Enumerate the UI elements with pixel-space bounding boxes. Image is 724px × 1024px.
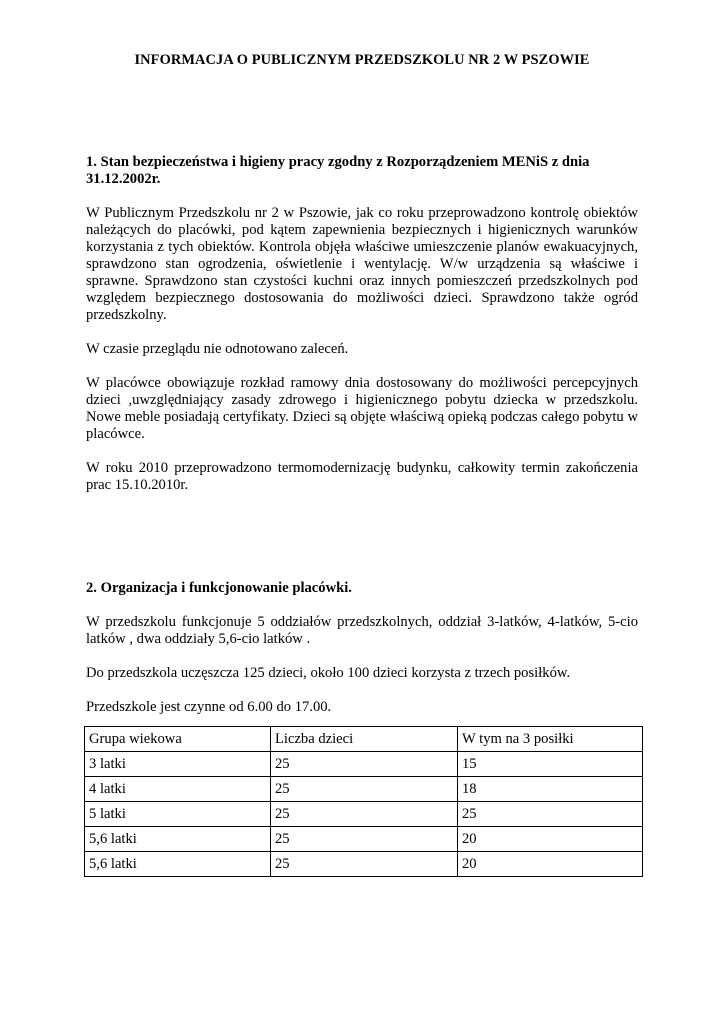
table-cell: 20 [458, 852, 643, 877]
section-2-paragraph-2: Do przedszkola uczęszcza 125 dzieci, około 100 dzieci korzysta z trzech posiłków. [86, 665, 571, 681]
table-row [85, 752, 643, 777]
table-cell: 4 latki [85, 777, 271, 802]
section-1-paragraph-3: W placówce obowiązuje rozkład ramowy dnia dostosowany do możliwości percepcyjnych dzieci ,uwzględniający zasady zdrowego i higienicznego pobytu dziecka w przedszkolu. Nowe meble posiadają certyfikaty. Dzieci są objęte właściwą opieką podczas całego pobytu w placówce. [86, 375, 638, 442]
table-cell: 5 latki [85, 802, 271, 827]
document-title: INFORMACJA O PUBLICZNYM PRZEDSZKOLU NR 2 W PSZOWIE [134, 52, 590, 68]
table-cell: 25 [271, 802, 458, 827]
table-row [85, 802, 643, 827]
header-cell-three-meals: W tym na 3 posiłki [458, 727, 643, 752]
table-row [85, 827, 643, 852]
section-2-paragraph-1: W przedszkolu funkcjonuje 5 oddziałów przedszkolnych, oddział 3-latków, 4-latków, 5-cio latków , dwa oddziały 5,6-cio latków . [86, 614, 638, 647]
table-row [85, 777, 643, 802]
section-1-paragraph-4: W roku 2010 przeprowadzono termomodernizację budynku, całkowity termin zakończenia prac 15.10.2010r. [86, 460, 638, 493]
table-cell: 18 [458, 777, 643, 802]
table-cell: 3 latki [85, 752, 271, 777]
table-cell: 25 [271, 752, 458, 777]
header-cell-children-count: Liczba dzieci [271, 727, 458, 752]
children-groups-table [84, 726, 643, 877]
table-cell: 25 [271, 852, 458, 877]
table-header-row [85, 727, 643, 752]
table-cell: 25 [271, 777, 458, 802]
section-1-paragraph-1: W Publicznym Przedszkolu nr 2 w Pszowie, jak co roku przeprowadzono kontrolę obiektów należących do placówki, pod kątem zapewnienia bezpiecznych i higienicznych warunków korzystania z tych obiektów. Kontrola objęła właściwe umieszczenie planów ewakuacyjnych, sprawdzono stan ogrodzenia, oświetlenie i wentylację. W/w urządzenia są właściwe i sprawne. Sprawdzono stan czystości kuchni oraz innych pomieszczeń przedszkolnych pod względem bezpiecznego dostosowania do możliwości dzieci. Sprawdzono także ogród przedszkolny. [86, 205, 638, 323]
section-2-heading: 2. Organizacja i funkcjonowanie placówki. [86, 580, 352, 596]
table-cell: 5,6 latki [85, 827, 271, 852]
table-cell: 5,6 latki [85, 852, 271, 877]
section-2-paragraph-3: Przedszkole jest czynne od 6.00 do 17.00. [86, 699, 332, 715]
header-cell-age-group: Grupa wiekowa [85, 727, 271, 752]
table-cell: 20 [458, 827, 643, 852]
table-cell: 15 [458, 752, 643, 777]
section-1-heading: 1. Stan bezpieczeństwa i higieny pracy zgodny z Rozporządzeniem MENiS z dnia 31.12.2002r. [86, 154, 590, 187]
section-1-paragraph-2: W czasie przeglądu nie odnotowano zaleceń. [86, 341, 349, 357]
table-row [85, 852, 643, 877]
table-cell: 25 [271, 827, 458, 852]
table-cell: 25 [458, 802, 643, 827]
